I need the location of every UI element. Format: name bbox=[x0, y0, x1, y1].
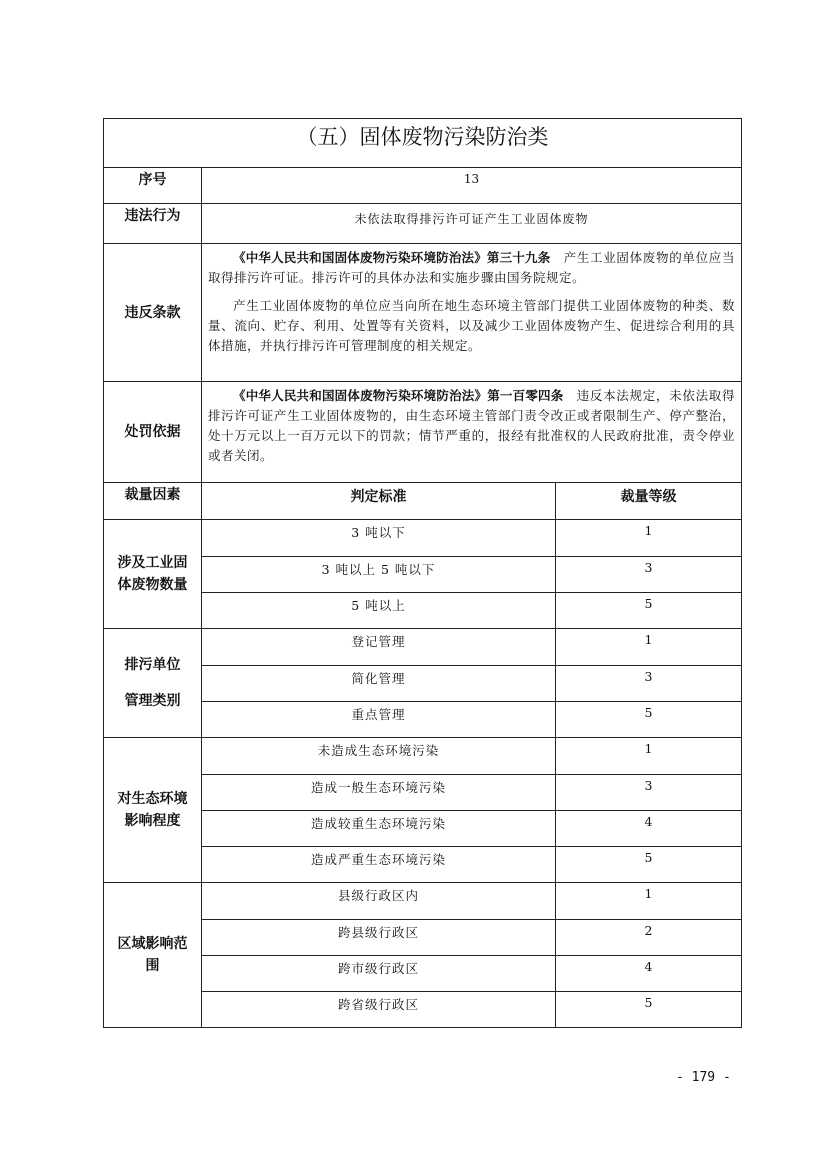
criterion: 5 吨以上 bbox=[202, 593, 556, 628]
level: 1 bbox=[644, 886, 653, 901]
level: 1 bbox=[644, 741, 653, 756]
violation-label: 违法行为 bbox=[104, 204, 202, 243]
criterion: 跨市级行政区 bbox=[202, 956, 556, 991]
criterion: 造成严重生态环境污染 bbox=[202, 847, 556, 882]
violated-clause-text bbox=[202, 244, 741, 381]
criterion: 未造成生态环境污染 bbox=[202, 738, 556, 774]
violation-row bbox=[104, 203, 741, 243]
factor-name: 排污单位管理类别 bbox=[104, 629, 202, 737]
clause-paragraph bbox=[208, 248, 735, 288]
criterion: 县级行政区内 bbox=[202, 883, 556, 919]
level: 5 bbox=[644, 995, 653, 1010]
clause-paragraph bbox=[208, 296, 735, 356]
level: 1 bbox=[644, 523, 653, 538]
criterion: 简化管理 bbox=[202, 666, 556, 701]
factor-group bbox=[104, 737, 741, 882]
level-header: 裁量等级 bbox=[620, 489, 677, 505]
serial-label: 序号 bbox=[104, 168, 202, 203]
criterion-header: 判定标准 bbox=[202, 483, 556, 519]
criterion: 造成一般生态环境污染 bbox=[202, 775, 556, 810]
criterion: 3 吨以下 bbox=[202, 520, 556, 556]
factor-header: 裁量因素 bbox=[104, 483, 202, 519]
level: 5 bbox=[644, 705, 653, 720]
factor-name: 区域影响范围 bbox=[104, 883, 202, 1027]
factor-group bbox=[104, 628, 741, 737]
level: 5 bbox=[644, 596, 653, 611]
violated-clause-label: 违反条款 bbox=[104, 244, 202, 381]
factor-group bbox=[104, 882, 741, 1027]
factor-group bbox=[104, 519, 741, 628]
level: 4 bbox=[644, 959, 653, 974]
level: 3 bbox=[644, 560, 653, 575]
violation-value: 未依法取得排污许可证产生工业固体废物 bbox=[354, 212, 589, 226]
clause-text: 产生工业固体废物的单位应当向所在地生态环境主管部门提供工业固体废物的种类、数量、流向、贮存、利用、处置等有关资料，以及减少工业固体废物产生、促进综合利用的具体措施，并执行排污许可管理制度的相关规定。 bbox=[208, 298, 735, 353]
criterion: 造成较重生态环境污染 bbox=[202, 811, 556, 846]
criterion: 跨县级行政区 bbox=[202, 920, 556, 955]
criterion: 3 吨以上 5 吨以下 bbox=[202, 557, 556, 592]
criterion: 跨省级行政区 bbox=[202, 992, 556, 1027]
serial-row bbox=[104, 167, 741, 203]
clause-law-ref: 《中华人民共和国固体废物污染环境防治法》第三十九条 bbox=[233, 250, 551, 265]
level: 5 bbox=[644, 850, 653, 865]
penalty-basis-text bbox=[202, 382, 741, 482]
level: 3 bbox=[644, 778, 653, 793]
level: 3 bbox=[644, 669, 653, 684]
factor-name: 对生态环境影响程度 bbox=[104, 738, 202, 882]
level: 4 bbox=[644, 814, 653, 829]
clause-text: 产生工业固体废物的单位应当取得排污许可证。排污许可的具体办法和实施步骤由国务院规定。 bbox=[208, 250, 735, 285]
basis-paragraph bbox=[208, 386, 735, 466]
factor-name: 涉及工业固体废物数量 bbox=[104, 520, 202, 628]
penalty-table bbox=[103, 118, 742, 1028]
level: 2 bbox=[644, 923, 653, 938]
penalty-basis-label: 处罚依据 bbox=[104, 382, 202, 482]
penalty-basis-row bbox=[104, 381, 741, 482]
serial-value: 13 bbox=[463, 172, 480, 186]
section-title: （五）固体废物污染防治类 bbox=[296, 125, 549, 149]
page-number: - 179 - bbox=[676, 1070, 731, 1085]
basis-law-ref: 《中华人民共和国固体废物污染环境防治法》第一百零四条 bbox=[233, 388, 564, 403]
violated-clause-row bbox=[104, 243, 741, 381]
criterion: 登记管理 bbox=[202, 629, 556, 665]
basis-text: 违反本法规定，未依法取得排污许可证产生工业固体废物的，由生态环境主管部门责令改正或者限制生产、停产整治，处十万元以上一百万元以下的罚款；情节严重的，报经有批准权的人民政府批准，责令停业或者关闭。 bbox=[208, 388, 735, 463]
factors-header-row bbox=[104, 482, 741, 519]
criterion: 重点管理 bbox=[202, 702, 556, 737]
level: 1 bbox=[644, 632, 653, 647]
